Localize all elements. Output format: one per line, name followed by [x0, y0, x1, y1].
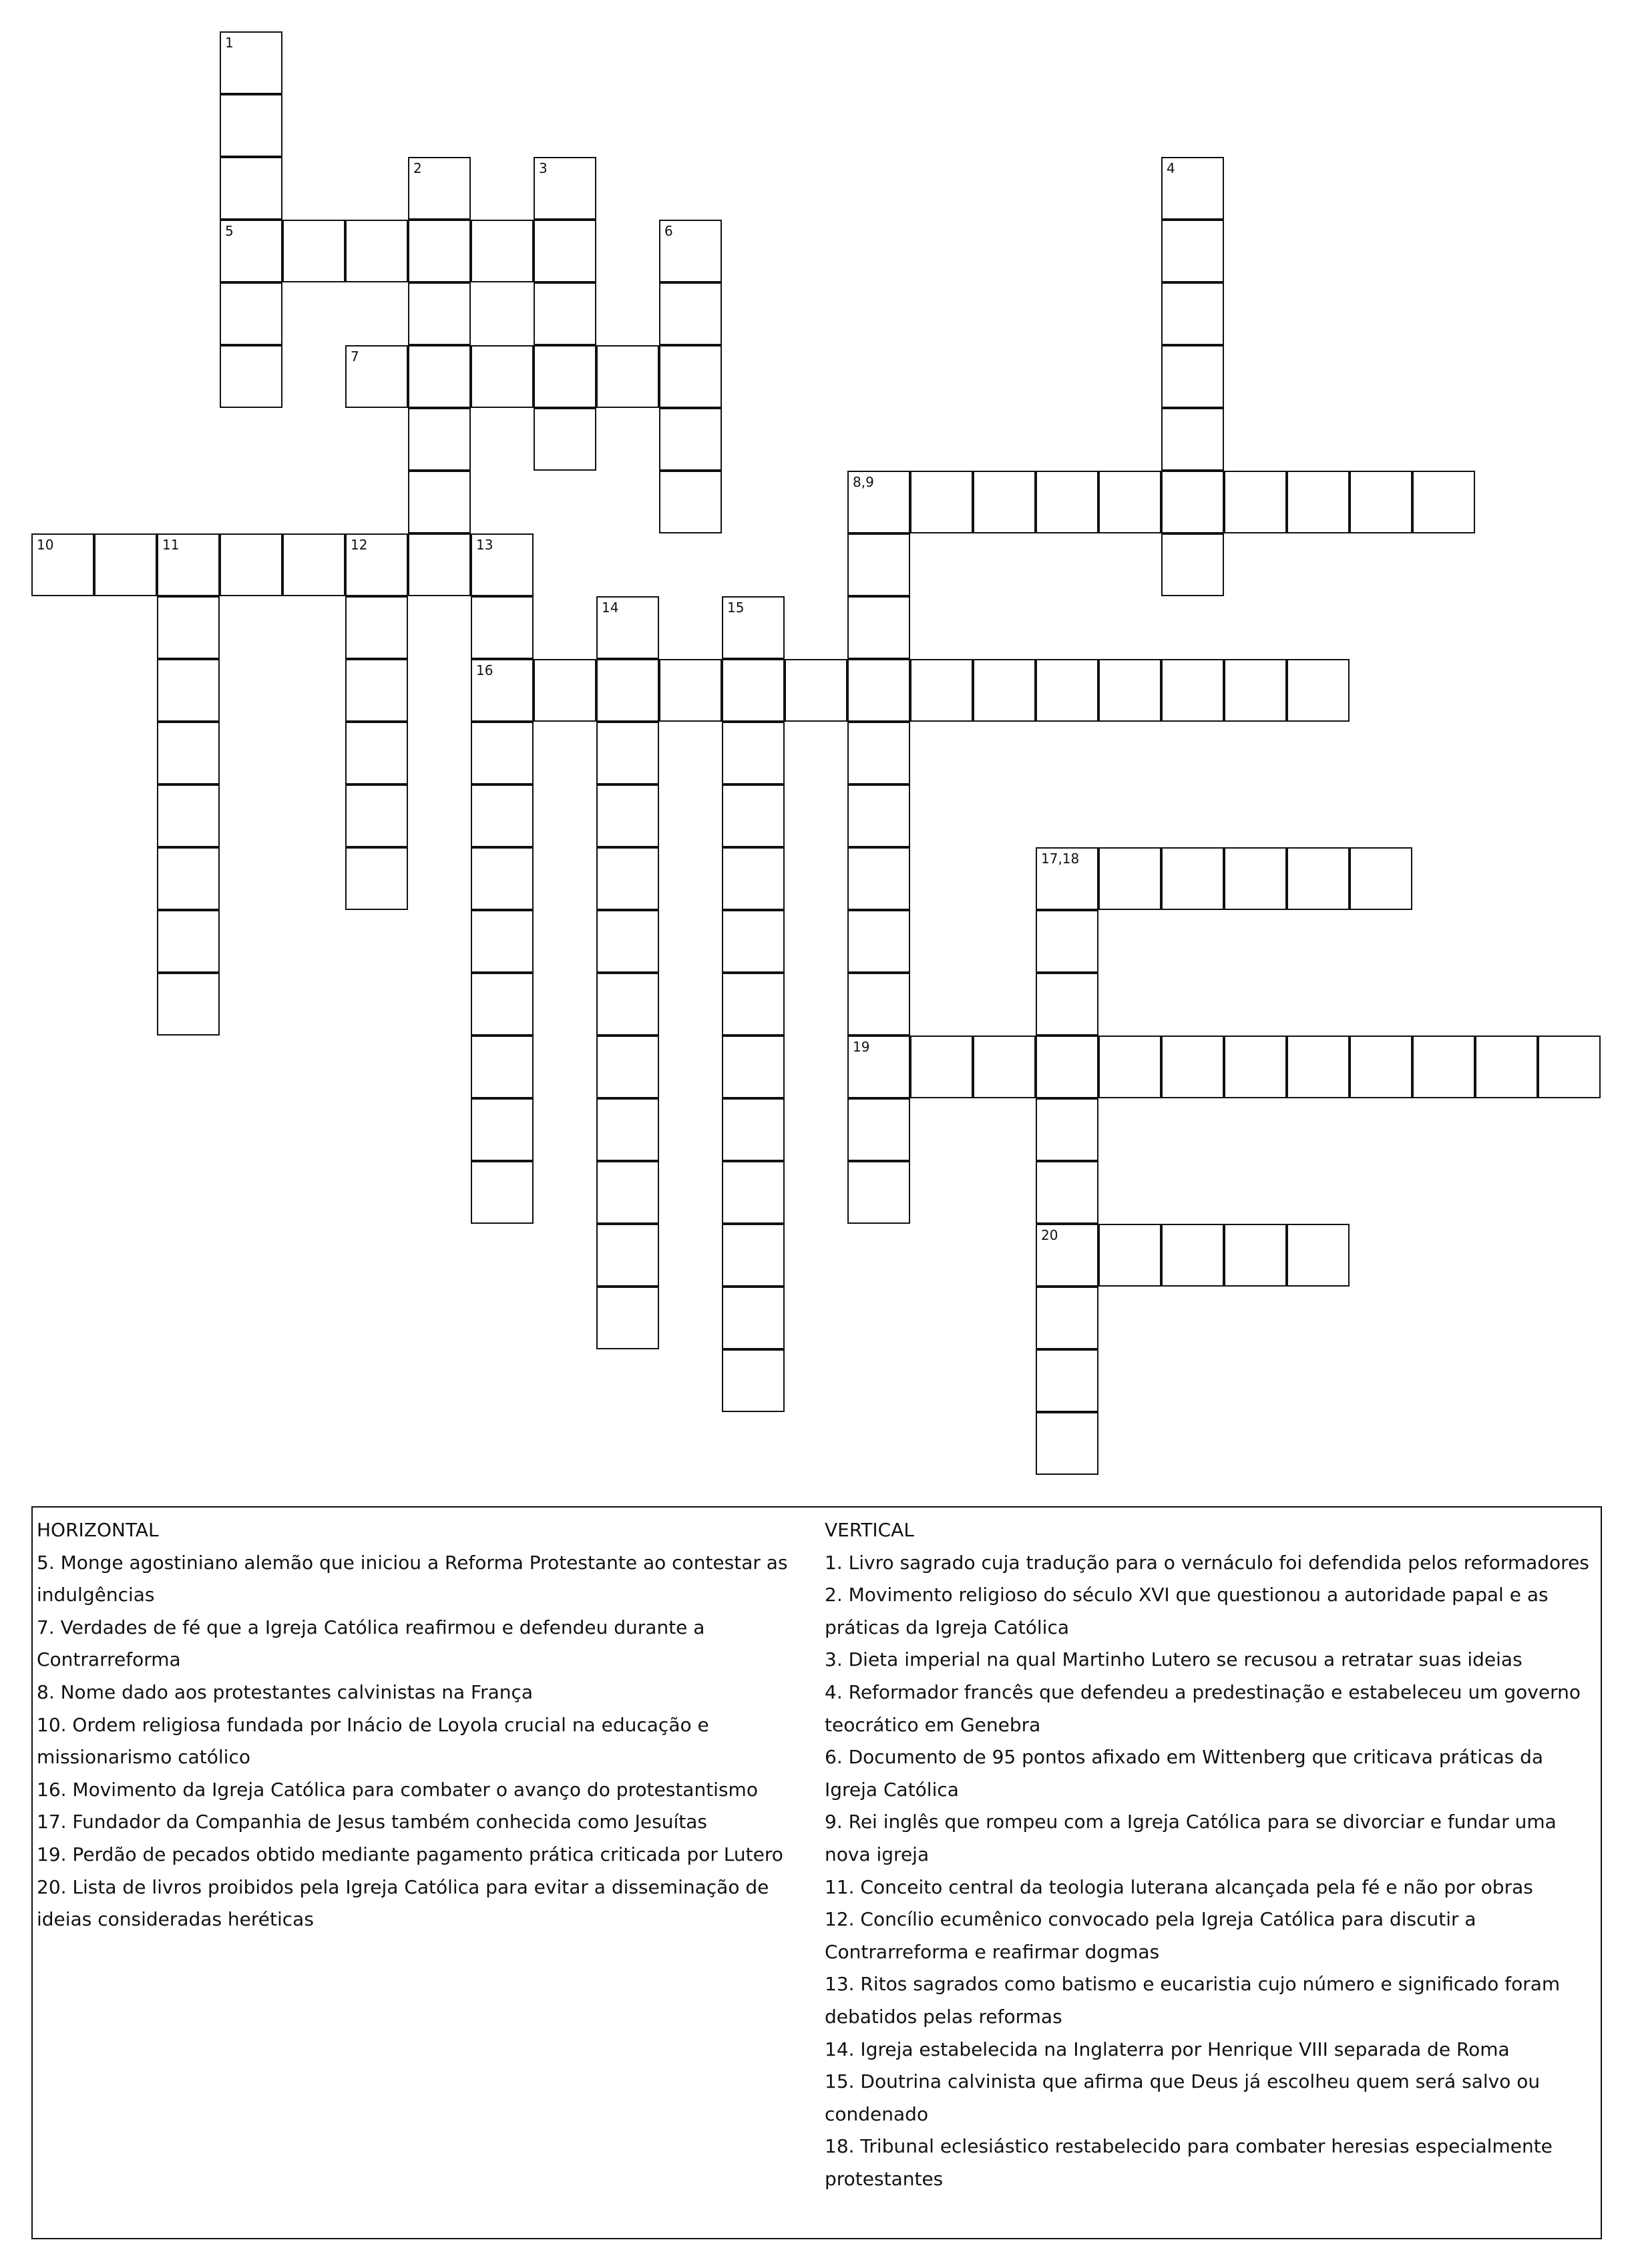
grid-cell[interactable] [408, 533, 471, 596]
grid-cell[interactable] [408, 157, 471, 220]
horizontal-clues [37, 1514, 811, 1936]
grid-cell[interactable] [847, 533, 910, 596]
grid-cell[interactable] [157, 847, 220, 910]
grid-cell[interactable] [596, 973, 659, 1036]
cell-number: 11 [162, 537, 180, 553]
grid-cell[interactable] [1098, 659, 1161, 722]
grid-cell[interactable] [1412, 471, 1475, 533]
grid-cell[interactable] [157, 533, 220, 596]
grid-cell[interactable] [345, 533, 408, 596]
grid-cell[interactable] [220, 94, 282, 157]
grid-cell[interactable] [534, 282, 596, 345]
grid-cell[interactable] [408, 471, 471, 533]
grid-cell[interactable] [534, 157, 596, 220]
grid-cell[interactable] [1224, 1224, 1287, 1287]
grid-cell[interactable] [596, 345, 659, 408]
grid-cell[interactable] [1287, 659, 1350, 722]
cell-number: 12 [351, 537, 368, 553]
grid-cell[interactable] [785, 659, 847, 722]
grid-cell[interactable] [596, 1036, 659, 1098]
vertical-heading: VERTICAL [825, 1519, 914, 1541]
grid-cell[interactable] [847, 973, 910, 1036]
grid-cell[interactable] [157, 784, 220, 847]
clue-8: 8. Nome dado aos protestantes calvinistas na França [37, 1680, 534, 1703]
grid-cell[interactable] [1036, 1349, 1098, 1412]
grid-cell[interactable] [1036, 1224, 1098, 1287]
clue-1: 1. Livro sagrado cuja tradução para o vernáculo foi defendida pelos reformadores [825, 1551, 1589, 1574]
grid-cell[interactable] [1161, 847, 1224, 910]
grid-cell[interactable] [471, 722, 534, 784]
clue-19: 19. Perdão de pecados obtido mediante pagamento prática criticada por Lutero [37, 1843, 783, 1865]
grid-cell[interactable] [1287, 847, 1350, 910]
grid-cell[interactable] [1161, 533, 1224, 596]
grid-cell[interactable] [157, 659, 220, 722]
clue-18: 18. Tribunal eclesiástico restabelecido para combater heresias especialmente protestantes [825, 2135, 1553, 2190]
cell-number: 4 [1167, 160, 1175, 176]
cell-number: 7 [351, 349, 359, 365]
grid-cell[interactable] [1224, 847, 1287, 910]
grid-cell[interactable] [659, 659, 722, 722]
grid-cell[interactable] [471, 847, 534, 910]
grid-cell[interactable] [220, 533, 282, 596]
grid-cell[interactable] [471, 784, 534, 847]
grid-cell[interactable] [847, 659, 910, 722]
grid-cell[interactable] [722, 659, 785, 722]
grid-cell[interactable] [847, 910, 910, 973]
grid-cell[interactable] [1475, 1036, 1538, 1098]
grid-cell[interactable] [471, 910, 534, 973]
grid-cell[interactable] [94, 533, 157, 596]
grid-cell[interactable] [1036, 847, 1098, 910]
grid-cell[interactable] [345, 659, 408, 722]
grid-cell[interactable] [220, 345, 282, 408]
grid-cell[interactable] [1036, 973, 1098, 1036]
cell-number: 14 [602, 600, 619, 616]
cell-number: 16 [476, 662, 493, 678]
clue-11: 11. Conceito central da teologia luterana alcançada pela fé e não por obras [825, 1875, 1533, 1898]
cell-number: 20 [1041, 1227, 1058, 1243]
clue-20: 20. Lista de livros proibidos pela Igreja Católica para evitar a disseminação de ideias consideradas heréticas [37, 1875, 769, 1931]
grid-cell[interactable] [157, 910, 220, 973]
grid-cell[interactable] [1287, 471, 1350, 533]
clues-box [31, 1506, 1602, 2239]
grid-cell[interactable] [596, 722, 659, 784]
grid-cell[interactable] [471, 220, 534, 282]
grid-cell[interactable] [596, 1287, 659, 1349]
grid-cell[interactable] [847, 784, 910, 847]
grid-cell[interactable] [1350, 1036, 1412, 1098]
grid-cell[interactable] [722, 722, 785, 784]
grid-cell[interactable] [1287, 1036, 1350, 1098]
grid-cell[interactable] [847, 596, 910, 659]
grid-cell[interactable] [1098, 471, 1161, 533]
clue-15: 15. Doutrina calvinista que afirma que Deus já escolheu quem será salvo ou condenado [825, 2070, 1541, 2125]
grid-cell[interactable] [1412, 1036, 1475, 1098]
grid-cell[interactable] [471, 345, 534, 408]
grid-cell[interactable] [1036, 1036, 1098, 1098]
clue-14: 14. Igreja estabelecida na Inglaterra por Henrique VIII separada de Roma [825, 2038, 1510, 2060]
cell-number: 19 [853, 1039, 870, 1055]
grid-cell[interactable] [722, 1349, 785, 1412]
grid-cell[interactable] [345, 345, 408, 408]
grid-cell[interactable] [1224, 659, 1287, 722]
grid-cell[interactable] [408, 220, 471, 282]
grid-cell[interactable] [973, 659, 1036, 722]
grid-cell[interactable] [1036, 1287, 1098, 1349]
grid-cell[interactable] [973, 1036, 1036, 1098]
grid-cell[interactable] [471, 533, 534, 596]
grid-cell[interactable] [1161, 220, 1224, 282]
clue-17: 17. Fundador da Companhia de Jesus também conhecida como Jesuítas [37, 1811, 707, 1833]
cell-number: 17,18 [1041, 851, 1080, 867]
grid-cell[interactable] [910, 1036, 973, 1098]
grid-cell[interactable] [847, 471, 910, 533]
grid-cell[interactable] [596, 910, 659, 973]
grid-cell[interactable] [596, 847, 659, 910]
grid-cell[interactable] [1098, 1224, 1161, 1287]
cell-number: 6 [664, 223, 673, 239]
grid-cell[interactable] [847, 847, 910, 910]
grid-cell[interactable] [910, 659, 973, 722]
grid-cell[interactable] [408, 345, 471, 408]
grid-cell[interactable] [659, 345, 722, 408]
grid-cell[interactable] [534, 345, 596, 408]
grid-cell[interactable] [1224, 1036, 1287, 1098]
grid-cell[interactable] [1350, 847, 1412, 910]
grid-cell[interactable] [596, 659, 659, 722]
grid-cell[interactable] [596, 1161, 659, 1224]
grid-cell[interactable] [1161, 282, 1224, 345]
grid-cell[interactable] [1036, 659, 1098, 722]
grid-cell[interactable] [220, 220, 282, 282]
grid-cell[interactable] [1098, 847, 1161, 910]
horizontal-heading: HORIZONTAL [37, 1519, 159, 1541]
grid-cell[interactable] [1036, 1161, 1098, 1224]
grid-cell[interactable] [659, 282, 722, 345]
grid-cell[interactable] [157, 596, 220, 659]
clue-7: 7. Verdades de fé que a Igreja Católica reafirmou e defendeu durante a Contrarreforma [37, 1616, 705, 1671]
grid-cell[interactable] [722, 1287, 785, 1349]
grid-cell[interactable] [1161, 345, 1224, 408]
grid-cell[interactable] [1350, 471, 1412, 533]
grid-cell[interactable] [534, 659, 596, 722]
clue-3: 3. Dieta imperial na qual Martinho Lutero se recusou a retratar suas ideias [825, 1648, 1522, 1671]
grid-cell[interactable] [471, 1098, 534, 1161]
cell-number: 1 [225, 35, 234, 51]
grid-cell[interactable] [31, 533, 94, 596]
grid-cell[interactable] [973, 471, 1036, 533]
grid-cell[interactable] [471, 596, 534, 659]
cell-number: 2 [413, 160, 422, 176]
grid-cell[interactable] [1161, 1224, 1224, 1287]
grid-cell[interactable] [408, 282, 471, 345]
clue-10: 10. Ordem religiosa fundada por Inácio de Loyola crucial na educação e missionarismo católico [37, 1713, 709, 1769]
grid-cell[interactable] [1036, 471, 1098, 533]
grid-cell[interactable] [910, 471, 973, 533]
grid-cell[interactable] [471, 659, 534, 722]
grid-cell[interactable] [847, 1098, 910, 1161]
grid-cell[interactable] [847, 1036, 910, 1098]
clue-5: 5. Monge agostiniano alemão que iniciou a Reforma Protestante ao contestar as indulgências [37, 1551, 788, 1606]
grid-cell[interactable] [345, 596, 408, 659]
cell-number: 3 [539, 160, 548, 176]
grid-cell[interactable] [282, 533, 345, 596]
grid-cell[interactable] [345, 722, 408, 784]
grid-cell[interactable] [1036, 1098, 1098, 1161]
grid-cell[interactable] [1161, 408, 1224, 471]
grid-cell[interactable] [722, 1161, 785, 1224]
grid-cell[interactable] [1224, 471, 1287, 533]
grid-cell[interactable] [471, 1036, 534, 1098]
grid-cell[interactable] [1161, 157, 1224, 220]
cell-number: 15 [727, 600, 745, 616]
grid-cell[interactable] [1161, 659, 1224, 722]
grid-cell[interactable] [471, 973, 534, 1036]
grid-cell[interactable] [722, 1036, 785, 1098]
grid-cell[interactable] [220, 282, 282, 345]
grid-cell[interactable] [722, 784, 785, 847]
grid-cell[interactable] [220, 157, 282, 220]
grid-cell[interactable] [534, 408, 596, 471]
cell-number: 10 [37, 537, 54, 553]
vertical-clues [825, 1514, 1599, 2195]
grid-cell[interactable] [659, 220, 722, 282]
grid-cell[interactable] [534, 220, 596, 282]
grid-cell[interactable] [722, 910, 785, 973]
clue-9: 9. Rei inglês que rompeu com a Igreja Católica para se divorciar e fundar uma nova igreja [825, 1811, 1557, 1865]
grid-cell[interactable] [722, 596, 785, 659]
grid-cell[interactable] [596, 1224, 659, 1287]
grid-cell[interactable] [659, 471, 722, 533]
grid-cell[interactable] [722, 847, 785, 910]
grid-cell[interactable] [1538, 1036, 1601, 1098]
grid-cell[interactable] [847, 1161, 910, 1224]
grid-cell[interactable] [471, 1161, 534, 1224]
clue-6: 6. Documento de 95 pontos afixado em Wittenberg que criticava práticas da Igreja Católica [825, 1746, 1544, 1801]
clue-12: 12. Concílio ecumênico convocado pela Igreja Católica para discutir a Contrarreforma e reafirmar dogmas [825, 1908, 1476, 1963]
grid-cell[interactable] [847, 722, 910, 784]
grid-cell[interactable] [345, 220, 408, 282]
cell-number: 13 [476, 537, 493, 553]
grid-cell[interactable] [157, 973, 220, 1036]
grid-cell[interactable] [1036, 1412, 1098, 1475]
grid-cell[interactable] [596, 784, 659, 847]
grid-cell[interactable] [1098, 1036, 1161, 1098]
grid-cell[interactable] [722, 1098, 785, 1161]
grid-cell[interactable] [596, 1098, 659, 1161]
grid-cell[interactable] [722, 973, 785, 1036]
grid-cell[interactable] [220, 31, 282, 94]
grid-cell[interactable] [157, 722, 220, 784]
grid-cell[interactable] [1161, 1036, 1224, 1098]
cell-number: 8,9 [853, 474, 874, 490]
grid-cell[interactable] [1287, 1224, 1350, 1287]
grid-cell[interactable] [282, 220, 345, 282]
grid-cell[interactable] [659, 408, 722, 471]
cell-number: 5 [225, 223, 234, 239]
clue-16: 16. Movimento da Igreja Católica para combater o avanço do protestantismo [37, 1778, 758, 1801]
grid-cell[interactable] [1036, 910, 1098, 973]
clue-13: 13. Ritos sagrados como batismo e eucaristia cujo número e significado foram debatidos pelas reformas [825, 1973, 1561, 2028]
grid-cell[interactable] [345, 847, 408, 910]
clue-4: 4. Reformador francês que defendeu a predestinação e estabeleceu um governo teocrático em Genebra [825, 1680, 1581, 1736]
grid-cell[interactable] [1161, 471, 1224, 533]
grid-cell[interactable] [722, 1224, 785, 1287]
grid-cell[interactable] [596, 596, 659, 659]
clue-2: 2. Movimento religioso do século XVI que questionou a autoridade papal e as práticas da Igreja Católica [825, 1584, 1549, 1638]
grid-cell[interactable] [345, 784, 408, 847]
grid-cell[interactable] [408, 408, 471, 471]
